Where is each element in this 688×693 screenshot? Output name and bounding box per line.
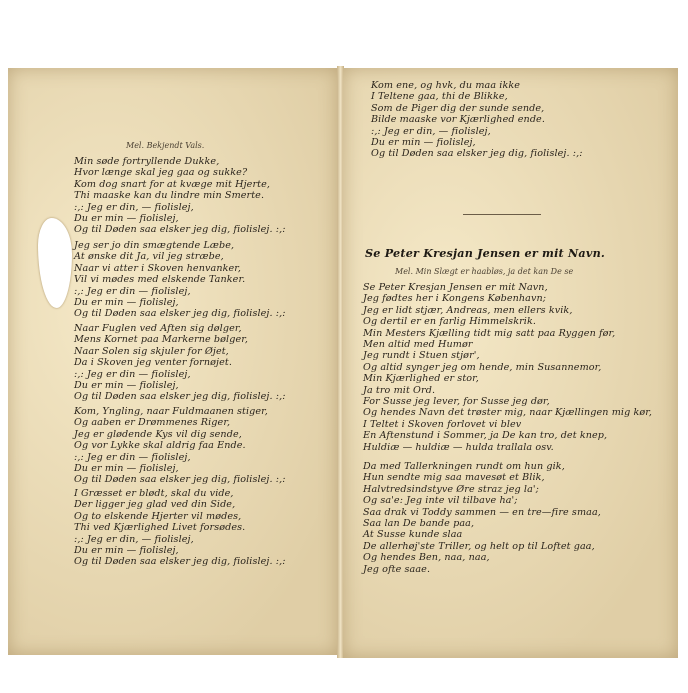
verse-line: Du er min — fiolislej, <box>74 213 179 225</box>
verse-line: Og hendes Navn det trøster mig, naar Kjællingen mig kør, <box>363 407 653 419</box>
verse-line: Da med Tallerkningen rundt om hun gik, <box>363 461 565 472</box>
stanza-1 <box>363 282 652 453</box>
verse-line: Thi ved Kjærlighed Livet forsødes. <box>74 522 246 534</box>
verse-line: Naar vi atter i Skoven henvanker, <box>74 262 242 274</box>
verse-line: Kom dog snart for at kvæge mit Hjerte, <box>74 178 271 190</box>
verse-line: Hun sendte mig saa mavesøt et Blik, <box>363 472 545 484</box>
verse-line: At ønske dit Ja, vil jeg stræbe, <box>74 251 224 263</box>
verse-line: Og vor Lykke skal aldrig faa Ende. <box>74 440 246 452</box>
verse-line: Saa drak vi Toddy sammen — en tre—fire smaa, <box>363 506 601 518</box>
verse-line: Da i Skoven jeg venter fornøjet. <box>74 357 232 369</box>
verse-line: Jeg rundt i Stuen stjør', <box>363 350 480 362</box>
verse-line: Halvtredsindstyve Øre straz jeg la'; <box>363 483 539 495</box>
verse-line: I Teltet i Skoven forlovet vi blev <box>363 418 522 430</box>
verse-line: Og hendes Ben, naa, naa, <box>363 552 490 564</box>
verse-line: Naar Fuglen ved Aften sig dølger, <box>74 323 242 334</box>
torn-hole <box>38 218 72 308</box>
stanza-5 <box>74 488 286 568</box>
verse-line: Min Mesters Kjælling tidt mig satt paa Ryggen før, <box>363 327 616 339</box>
verse-line: Jeg fødtes her i Kongens København; <box>363 293 547 305</box>
verse-line: Huldiæ — huldiæ — hulda trallala osv. <box>363 441 554 453</box>
verse-line: Kom ene, og hvk, du maa ikke <box>371 80 521 91</box>
verse-line: Og altid synger jeg om hende, min Susannemor, <box>363 361 602 373</box>
verse-line: I Teltene gaa, thi de Blikke, <box>371 91 508 103</box>
left-page <box>8 68 338 655</box>
stanza-continued <box>371 80 583 160</box>
verse-line: Og til Døden saa elsker jeg dig, fiolislej. :,: <box>74 556 286 568</box>
verse-line: Og til Døden saa elsker jeg dig, fiolislej. :,: <box>371 148 583 160</box>
verse-line: :,: Jeg er din, — fiolislej, <box>74 533 194 545</box>
verse-line: :,: Jeg er din, — fiolislej, <box>74 201 194 213</box>
verse-line: Og sa'e: Jeg inte vil tilbave ha'; <box>363 495 518 507</box>
verse-line: For Susse jeg lever, for Susse jeg dør, <box>363 396 550 408</box>
verse-line: :,: Jeg er din — fiolislej, <box>74 285 191 297</box>
verse-line: Du er min — fiolislej, <box>74 463 179 475</box>
verse-line: Og to elskende Hjerter vil mødes, <box>74 510 242 522</box>
stanza-2 <box>363 461 601 575</box>
verse-line: At Susse kunde slaa <box>363 529 463 541</box>
verse-line: Og til Døden saa elsker jeg dig, fiolislej. :,: <box>74 474 286 486</box>
verse-line: Og til Døden saa elsker jeg dig, fiolislej. :,: <box>74 308 286 320</box>
verse-line: Og aaben er Drømmenes Riger, <box>74 417 231 429</box>
verse-line: I Græsset er blødt, skal du vide, <box>74 488 234 499</box>
bleed-through-shadow <box>28 108 43 159</box>
stanza-4 <box>74 406 286 486</box>
verse-line: :,: Jeg er din — fiolislej, <box>74 368 191 380</box>
melody-note: Mel. Bekjendt Vals. <box>126 141 205 150</box>
song-title: Se Peter Kresjan Jensen er mit Navn. <box>365 246 606 260</box>
verse-line: Du er min — fiolislej, <box>371 137 476 149</box>
verse-line: Som de Piger dig der sunde sende, <box>371 102 545 114</box>
verse-line: Min Kjærlighed er stor, <box>363 373 479 385</box>
verse-line: De allerhøj'ste Triller, og helt op til Loftet gaa, <box>363 540 595 552</box>
verse-line: Min søde fortryllende Dukke, <box>74 156 220 167</box>
verse-line: Og dertil er en farlig Himmelskrik. <box>363 316 537 328</box>
verse-line: Jeg ser jo din smægtende Læbe, <box>74 240 235 251</box>
verse-line: Thi maaske kan du lindre min Smerte. <box>74 190 265 202</box>
verse-line: Jeg er glødende Kys vil dig sende, <box>74 428 242 440</box>
stanza-3 <box>74 323 286 403</box>
melody-note: Mel. Min Slægt er haabløs, ja det kan De se <box>395 267 574 276</box>
verse-line: Og til Døden saa elsker jeg dig, fiolislej. :,: <box>74 391 286 403</box>
verse-line: Ja tro mit Ord. <box>363 384 436 396</box>
right-page <box>343 68 678 658</box>
divider-rule <box>463 214 541 215</box>
stanza-2 <box>74 240 286 320</box>
verse-line: Men altid med Humør <box>363 339 473 351</box>
verse-line: Der ligger jeg glad ved din Side, <box>74 499 236 511</box>
stanza-1 <box>74 156 286 236</box>
verse-line: Du er min — fiolislej, <box>74 545 179 557</box>
verse-line: En Aftenstund i Sommer, ja De kan tro, det knep, <box>363 430 608 442</box>
verse-line: :,: Jeg er din, — fiolislej, <box>371 125 491 137</box>
verse-line: Og til Døden saa elsker jeg dig, fiolislej. :,: <box>74 224 286 236</box>
verse-line: Se Peter Kresjan Jensen er mit Navn, <box>363 282 548 293</box>
verse-line: Hvor længe skal jeg gaa og sukke? <box>74 167 248 179</box>
verse-line: Bilde maaske vor Kjærlighed ende. <box>371 114 545 126</box>
verse-line: Saa lan De bande paa, <box>363 518 475 530</box>
verse-line: :,: Jeg er din — fiolislej, <box>74 451 191 463</box>
verse-line: Naar Solen sig skjuler for Øjet, <box>74 345 229 357</box>
verse-line: Mens Kornet paa Markerne bølger, <box>74 334 249 346</box>
verse-line: Vil vi mødes med elskende Tanker. <box>74 274 246 286</box>
verse-line: Jeg ofte saae. <box>363 563 431 575</box>
verse-line: Jeg er lidt stjær, Andreas, men ellers kvik, <box>363 304 573 316</box>
verse-line: Du er min — fiolislej, <box>74 297 179 309</box>
verse-line: Du er min — fiolislej, <box>74 380 179 392</box>
verse-line: Kom, Yngling, naar Fuldmaanen stiger, <box>74 406 268 417</box>
